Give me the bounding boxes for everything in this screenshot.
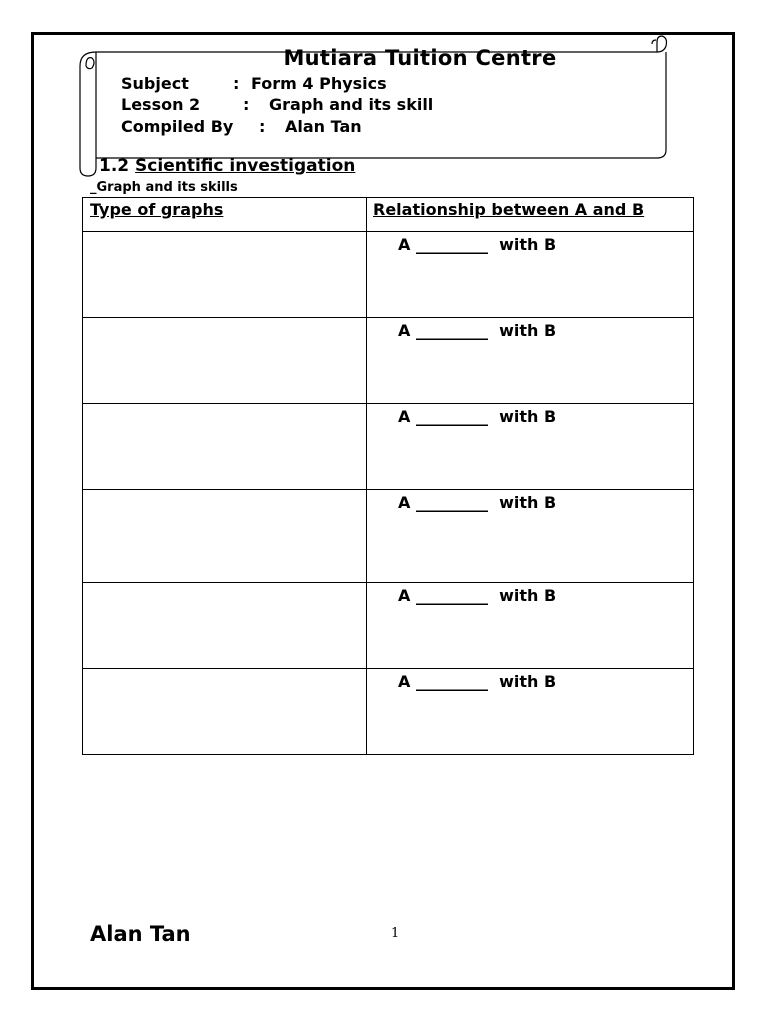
graph-type-cell[interactable] — [83, 582, 367, 668]
relationship-cell — [367, 668, 694, 754]
header-type-of-graphs: Type of graphs — [83, 198, 367, 232]
graph-type-cell[interactable] — [83, 232, 367, 318]
page-number: 1 — [391, 926, 400, 941]
table-header-row — [83, 198, 694, 232]
relationship-text: A _________ with B — [398, 585, 557, 605]
compiled-sep: : — [259, 117, 266, 136]
relationship-cell — [367, 318, 694, 404]
compiled-value: Alan Tan — [285, 117, 362, 136]
table-row — [83, 668, 694, 754]
lesson-value: Graph and its skill — [269, 95, 434, 114]
relationship-text: A _________ with B — [398, 671, 557, 691]
lesson-label: Lesson 2 — [121, 95, 201, 114]
section-title: Scientific investigation — [135, 156, 356, 176]
subject-value: Form 4 Physics — [251, 74, 387, 93]
relationship-text: A _________ with B — [398, 407, 557, 427]
graph-type-cell[interactable] — [83, 490, 367, 582]
lesson-line — [121, 95, 433, 114]
centre-title: Mutiara Tuition Centre — [283, 46, 557, 70]
table-row — [83, 404, 694, 490]
subject-label: Subject — [121, 74, 189, 93]
subject-line — [121, 74, 387, 93]
table-row — [83, 318, 694, 404]
header-relationship: Relationship between A and B — [367, 198, 694, 232]
section-number: 1.2 — [99, 156, 130, 176]
subject-sep: : — [233, 74, 240, 93]
graph-type-cell[interactable] — [83, 318, 367, 404]
relationship-cell — [367, 582, 694, 668]
relationship-text: A _________ with B — [398, 235, 557, 255]
section-subtitle: _Graph and its skills — [90, 180, 238, 195]
relationship-cell — [367, 490, 694, 582]
graph-type-cell[interactable] — [83, 668, 367, 754]
section-heading — [99, 156, 355, 176]
graph-type-cell[interactable] — [83, 404, 367, 490]
relationship-cell — [367, 404, 694, 490]
relationship-text: A _________ with B — [398, 493, 557, 513]
lesson-sep: : — [243, 95, 250, 114]
relationship-cell — [367, 232, 694, 318]
table-row — [83, 232, 694, 318]
table-row — [83, 490, 694, 582]
compiled-line — [121, 117, 362, 136]
compiled-label: Compiled By — [121, 117, 234, 136]
table-row — [83, 582, 694, 668]
footer-author: Alan Tan — [90, 922, 191, 946]
graph-table — [82, 197, 694, 755]
relationship-text: A _________ with B — [398, 321, 557, 341]
